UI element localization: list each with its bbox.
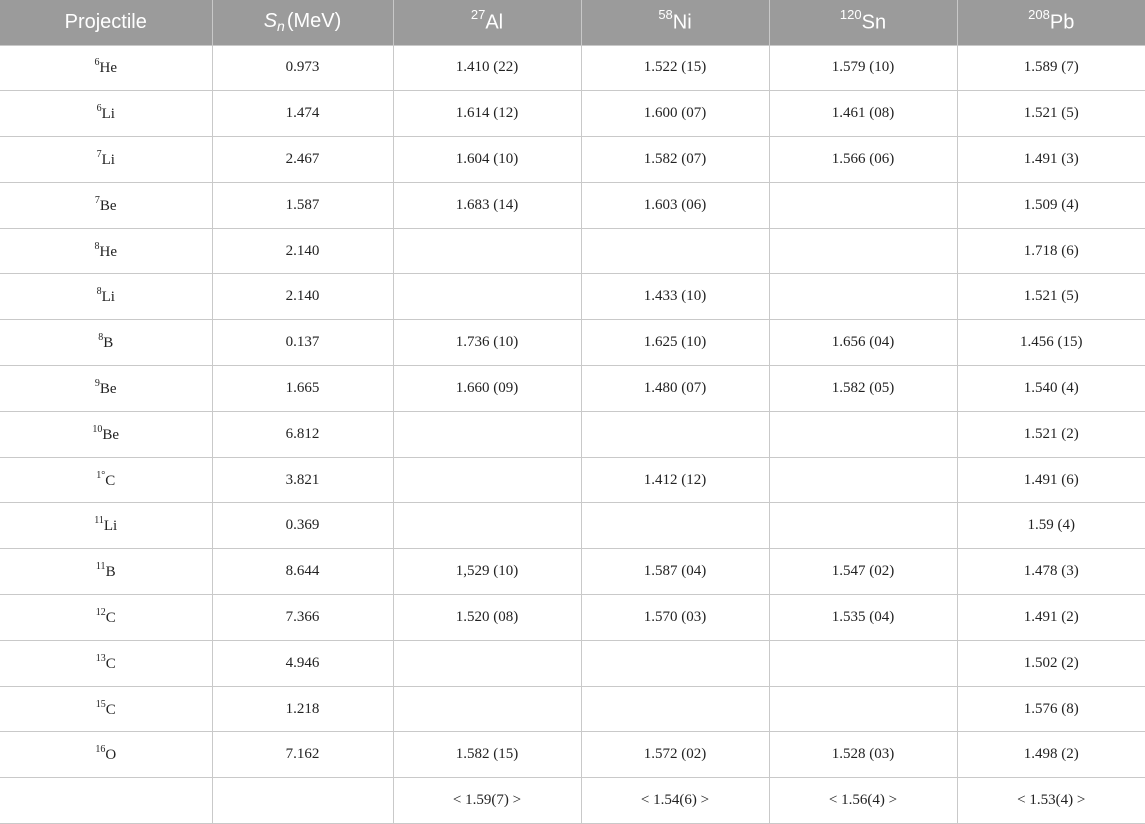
cell-projectile (0, 366, 212, 412)
cell-projectile (0, 45, 212, 91)
table-row (0, 411, 1145, 457)
cell-sn: < 1.56(4) > (769, 778, 957, 824)
cell-separation-energy: 3.821 (212, 457, 393, 503)
projectile-mass: 6 (94, 57, 100, 69)
target-mass: 27 (470, 7, 486, 23)
cell-ni: < 1.54(6) > (581, 778, 769, 824)
cell-al (393, 686, 581, 732)
cell-projectile (0, 320, 212, 366)
target-symbol: Al (485, 12, 504, 35)
cell-separation-energy: 2.140 (212, 228, 393, 274)
cell-projectile (0, 640, 212, 686)
cell-separation-energy: 0.973 (212, 45, 393, 91)
cell-separation-energy: 8.644 (212, 549, 393, 595)
table-row (0, 732, 1145, 778)
cell-sn (769, 686, 957, 732)
target-mass: 58 (658, 7, 673, 23)
cell-projectile (0, 549, 212, 595)
cell-pb: 1.589 (7) (957, 45, 1145, 91)
cell-separation-energy (212, 778, 393, 824)
cell-al (393, 503, 581, 549)
cell-pb: 1.491 (2) (957, 595, 1145, 641)
projectile-mass: 11 (94, 515, 104, 527)
cell-ni: 1.522 (15) (581, 45, 769, 91)
cell-pb: 1.498 (2) (957, 732, 1145, 778)
table-row (0, 640, 1145, 686)
cell-projectile (0, 182, 212, 228)
target-symbol: Pb (1049, 12, 1075, 35)
cell-separation-energy: 0.369 (212, 503, 393, 549)
projectile-mass: 11 (95, 561, 106, 573)
cell-sn: 1.535 (04) (769, 595, 957, 641)
cell-projectile (0, 732, 212, 778)
projectile-mass: 6 (96, 103, 102, 115)
projectile-symbol: O (105, 747, 117, 764)
cell-ni: 1.572 (02) (581, 732, 769, 778)
cell-sn (769, 457, 957, 503)
cell-pb: 1.521 (2) (957, 411, 1145, 457)
cell-separation-energy: 7.162 (212, 732, 393, 778)
cell-al: 1.582 (15) (393, 732, 581, 778)
header-target-ni (581, 0, 769, 45)
table-row (0, 320, 1145, 366)
projectile-mass: 7 (94, 194, 100, 206)
header-target-sn (769, 0, 957, 45)
table-row (0, 778, 1145, 824)
table-header (0, 0, 1145, 45)
projectile-symbol: Li (103, 518, 118, 535)
projectile-symbol: C (105, 472, 116, 489)
cell-separation-energy: 0.137 (212, 320, 393, 366)
cell-projectile (0, 457, 212, 503)
projectile-mass: 16 (95, 744, 106, 756)
cell-projectile (0, 686, 212, 732)
cell-pb: 1.491 (6) (957, 457, 1145, 503)
table-row (0, 45, 1145, 91)
table-row (0, 228, 1145, 274)
projectile-mass: 9 (94, 377, 100, 389)
cell-projectile (0, 778, 212, 824)
cell-sn (769, 274, 957, 320)
projectile-symbol: B (105, 564, 116, 581)
cell-al: 1.410 (22) (393, 45, 581, 91)
projectile-symbol: Be (99, 380, 117, 397)
cell-al: 1.614 (12) (393, 91, 581, 137)
cell-projectile (0, 503, 212, 549)
cell-ni: 1.603 (06) (581, 182, 769, 228)
cell-pb: 1.59 (4) (957, 503, 1145, 549)
cell-ni: 1.582 (07) (581, 137, 769, 183)
cell-separation-energy: 1.665 (212, 366, 393, 412)
header-row (0, 0, 1145, 45)
projectile-mass: 8 (98, 332, 104, 344)
table-row (0, 182, 1145, 228)
header-target-al (393, 0, 581, 45)
cell-sn: 1.582 (05) (769, 366, 957, 412)
target-mass: 208 (1028, 7, 1050, 23)
table-row (0, 91, 1145, 137)
cell-ni: 1.433 (10) (581, 274, 769, 320)
cell-projectile (0, 91, 212, 137)
cell-ni: 1.570 (03) (581, 595, 769, 641)
cell-pb: 1.478 (3) (957, 549, 1145, 595)
cell-sn (769, 228, 957, 274)
cell-ni: 1.587 (04) (581, 549, 769, 595)
cell-projectile (0, 411, 212, 457)
projectile-symbol: C (105, 655, 116, 672)
table-row (0, 503, 1145, 549)
projectile-mass: 8 (94, 240, 100, 252)
cell-ni: 1.480 (07) (581, 366, 769, 412)
target-symbol: Sn (861, 12, 887, 35)
cell-sn: 1.656 (04) (769, 320, 957, 366)
projectile-mass: 8 (96, 286, 102, 298)
table-row (0, 549, 1145, 595)
table-row (0, 686, 1145, 732)
cell-ni (581, 640, 769, 686)
cell-pb: 1.718 (6) (957, 228, 1145, 274)
cell-separation-energy: 7.366 (212, 595, 393, 641)
cell-pb: 1.521 (5) (957, 274, 1145, 320)
cell-pb: 1.521 (5) (957, 91, 1145, 137)
projectile-mass: 1° (96, 469, 106, 481)
header-separation-energy (212, 0, 393, 45)
projectile-symbol: Be (99, 197, 117, 214)
projectile-mass: 13 (95, 652, 106, 664)
projectile-symbol: C (105, 701, 116, 718)
cell-al (393, 274, 581, 320)
cell-projectile (0, 137, 212, 183)
cell-sn: 1.566 (06) (769, 137, 957, 183)
cell-al (393, 411, 581, 457)
cell-al: < 1.59(7) > (393, 778, 581, 824)
projectile-symbol: Li (101, 106, 115, 123)
cell-separation-energy: 6.812 (212, 411, 393, 457)
table-row (0, 137, 1145, 183)
cell-ni (581, 686, 769, 732)
cell-sn: 1.528 (03) (769, 732, 957, 778)
cell-pb: 1.540 (4) (957, 366, 1145, 412)
header-projectile: Projectile (64, 10, 147, 33)
table-body (0, 45, 1145, 824)
projectile-symbol: He (99, 243, 117, 260)
cell-projectile (0, 274, 212, 320)
cell-al (393, 640, 581, 686)
projectile-mass: 10 (92, 423, 103, 435)
cell-sn (769, 182, 957, 228)
cell-sn: 1.547 (02) (769, 549, 957, 595)
table-row (0, 457, 1145, 503)
cell-ni: 1.625 (10) (581, 320, 769, 366)
cell-projectile (0, 228, 212, 274)
cell-al: 1.520 (08) (393, 595, 581, 641)
cell-ni (581, 503, 769, 549)
cell-al (393, 457, 581, 503)
projectile-mass: 15 (95, 698, 106, 710)
projectile-symbol: Be (102, 426, 120, 443)
target-mass: 120 (839, 7, 862, 23)
target-symbol: Ni (672, 12, 692, 35)
cell-al: 1.683 (14) (393, 182, 581, 228)
cell-separation-energy: 1.218 (212, 686, 393, 732)
header-target-pb (957, 0, 1145, 45)
projectile-mass: 12 (95, 606, 106, 618)
cell-al: 1.736 (10) (393, 320, 581, 366)
cell-ni (581, 228, 769, 274)
cell-projectile (0, 595, 212, 641)
cell-pb: 1.576 (8) (957, 686, 1145, 732)
projectile-mass: 7 (96, 148, 102, 160)
projectile-symbol: Li (101, 151, 115, 168)
cell-ni: 1.412 (12) (581, 457, 769, 503)
cell-pb: 1.502 (2) (957, 640, 1145, 686)
cell-pb: < 1.53(4) > (957, 778, 1145, 824)
cell-separation-energy: 1.587 (212, 182, 393, 228)
sn-subscript: n (277, 18, 285, 35)
cell-pb: 1.491 (3) (957, 137, 1145, 183)
cell-separation-energy: 2.140 (212, 274, 393, 320)
cell-sn (769, 503, 957, 549)
projectile-symbol: C (105, 609, 116, 626)
sn-symbol: S (263, 10, 278, 33)
cell-separation-energy: 1.474 (212, 91, 393, 137)
sn-unit: (MeV) (286, 10, 342, 33)
cell-sn: 1.461 (08) (769, 91, 957, 137)
projectile-symbol: Li (101, 289, 115, 306)
cell-pb: 1.509 (4) (957, 182, 1145, 228)
table-row (0, 366, 1145, 412)
cell-al (393, 228, 581, 274)
table-row (0, 595, 1145, 641)
projectile-symbol: He (99, 60, 117, 77)
cell-separation-energy: 4.946 (212, 640, 393, 686)
cell-separation-energy: 2.467 (212, 137, 393, 183)
table-row (0, 274, 1145, 320)
projectile-symbol: B (103, 335, 114, 352)
cell-al: 1.604 (10) (393, 137, 581, 183)
cell-sn: 1.579 (10) (769, 45, 957, 91)
cell-ni (581, 411, 769, 457)
cell-pb: 1.456 (15) (957, 320, 1145, 366)
cell-ni: 1.600 (07) (581, 91, 769, 137)
cell-al: 1,529 (10) (393, 549, 581, 595)
cell-al: 1.660 (09) (393, 366, 581, 412)
cell-sn (769, 411, 957, 457)
cell-sn (769, 640, 957, 686)
